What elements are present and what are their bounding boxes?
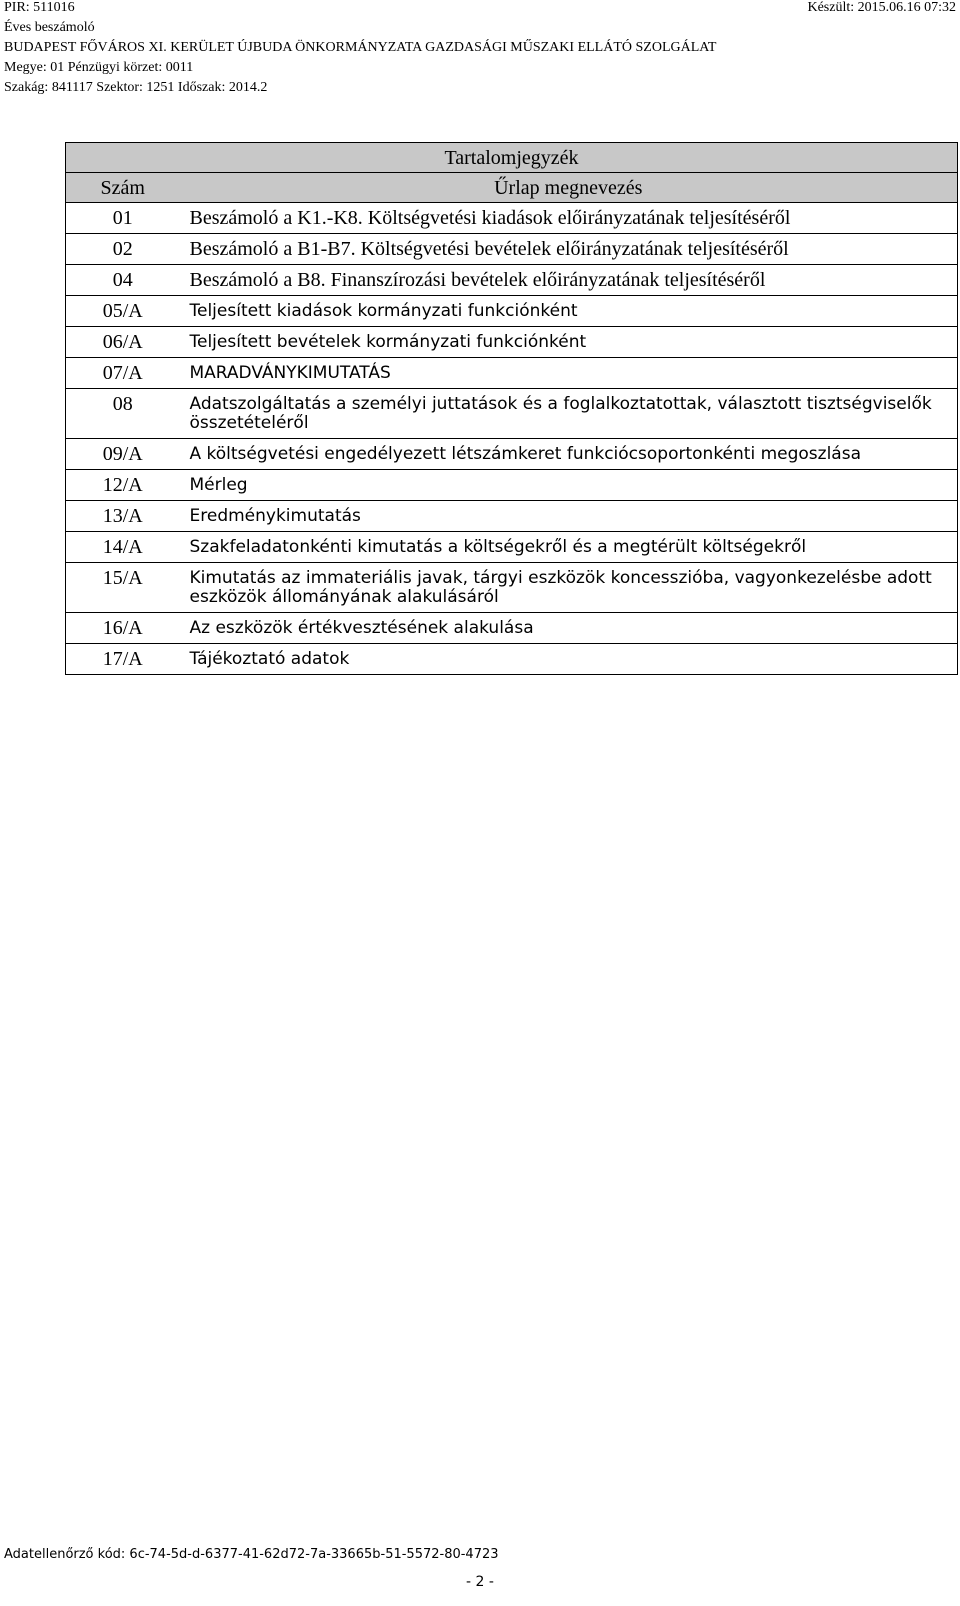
toc-title-row bbox=[66, 143, 958, 173]
form-name: Beszámoló a K1.-K8. Költségvetési kiadások előirányzatának teljesítéséről bbox=[180, 203, 958, 234]
form-name: Az eszközök értékvesztésének alakulása bbox=[180, 613, 958, 644]
report-type: Éves beszámoló bbox=[4, 20, 95, 35]
form-number: 08 bbox=[66, 389, 180, 439]
pir-number: PIR: 511016 bbox=[4, 0, 75, 15]
table-of-contents bbox=[65, 142, 958, 675]
table-row bbox=[66, 203, 958, 234]
toc-title: Tartalomjegyzék bbox=[66, 143, 958, 173]
page-number: - 2 - bbox=[466, 1574, 494, 1590]
form-number: 09/A bbox=[66, 439, 180, 470]
form-name: Eredménykimutatás bbox=[180, 501, 958, 532]
table-row bbox=[66, 234, 958, 265]
form-number: 14/A bbox=[66, 532, 180, 563]
table-row bbox=[66, 265, 958, 296]
table-row bbox=[66, 439, 958, 470]
table-row bbox=[66, 470, 958, 501]
table-row bbox=[66, 296, 958, 327]
column-header-form-name: Űrlap megnevezés bbox=[180, 173, 958, 203]
form-name: A költségvetési engedélyezett létszámkeret funkciócsoportonkénti megoszlása bbox=[180, 439, 958, 470]
form-number: 05/A bbox=[66, 296, 180, 327]
form-name: Adatszolgáltatás a személyi juttatások és a foglalkoztatottak, választott tisztségviselők összetételéről bbox=[180, 389, 958, 439]
form-name: Mérleg bbox=[180, 470, 958, 501]
column-header-number: Szám bbox=[66, 173, 180, 203]
form-name: Kimutatás az immateriális javak, tárgyi eszközök koncesszióba, vagyonkezelésbe adott eszközök állományának alakulásáról bbox=[180, 563, 958, 613]
created-timestamp: Készült: 2015.06.16 07:32 bbox=[807, 0, 956, 15]
form-name: Beszámoló a B8. Finanszírozási bevételek előirányzatának teljesítéséről bbox=[180, 265, 958, 296]
form-name: Teljesített bevételek kormányzati funkciónként bbox=[180, 327, 958, 358]
form-number: 15/A bbox=[66, 563, 180, 613]
form-name: Beszámoló a B1-B7. Költségvetési bevételek előirányzatának teljesítéséről bbox=[180, 234, 958, 265]
form-number: 16/A bbox=[66, 613, 180, 644]
table-row bbox=[66, 327, 958, 358]
form-number: 01 bbox=[66, 203, 180, 234]
form-number: 04 bbox=[66, 265, 180, 296]
county-district: Megye: 01 Pénzügyi körzet: 0011 bbox=[4, 60, 194, 75]
form-name: Szakfeladatonkénti kimutatás a költségekről és a megtérült költségekről bbox=[180, 532, 958, 563]
table-row bbox=[66, 358, 958, 389]
table-row bbox=[66, 389, 958, 439]
data-check-code: Adatellenőrző kód: 6c-74-5d-d-6377-41-62d72-7a-33665b-51-5572-80-4723 bbox=[4, 1547, 499, 1562]
table-row bbox=[66, 563, 958, 613]
form-number: 02 bbox=[66, 234, 180, 265]
sector-period: Szakág: 841117 Szektor: 1251 Időszak: 2014.2 bbox=[4, 80, 268, 95]
toc-column-header-row bbox=[66, 173, 958, 203]
form-name: Tájékoztató adatok bbox=[180, 644, 958, 675]
form-number: 07/A bbox=[66, 358, 180, 389]
table-row bbox=[66, 501, 958, 532]
table-row bbox=[66, 644, 958, 675]
form-number: 12/A bbox=[66, 470, 180, 501]
form-name: MARADVÁNYKIMUTATÁS bbox=[180, 358, 958, 389]
form-name: Teljesített kiadások kormányzati funkciónként bbox=[180, 296, 958, 327]
form-number: 06/A bbox=[66, 327, 180, 358]
table-row bbox=[66, 532, 958, 563]
form-number: 13/A bbox=[66, 501, 180, 532]
table-row bbox=[66, 613, 958, 644]
form-number: 17/A bbox=[66, 644, 180, 675]
organization-name: BUDAPEST FŐVÁROS XI. KERÜLET ÚJBUDA ÖNKORMÁNYZATA GAZDASÁGI MŰSZAKI ELLÁTÓ SZOLGÁLAT bbox=[4, 40, 717, 55]
